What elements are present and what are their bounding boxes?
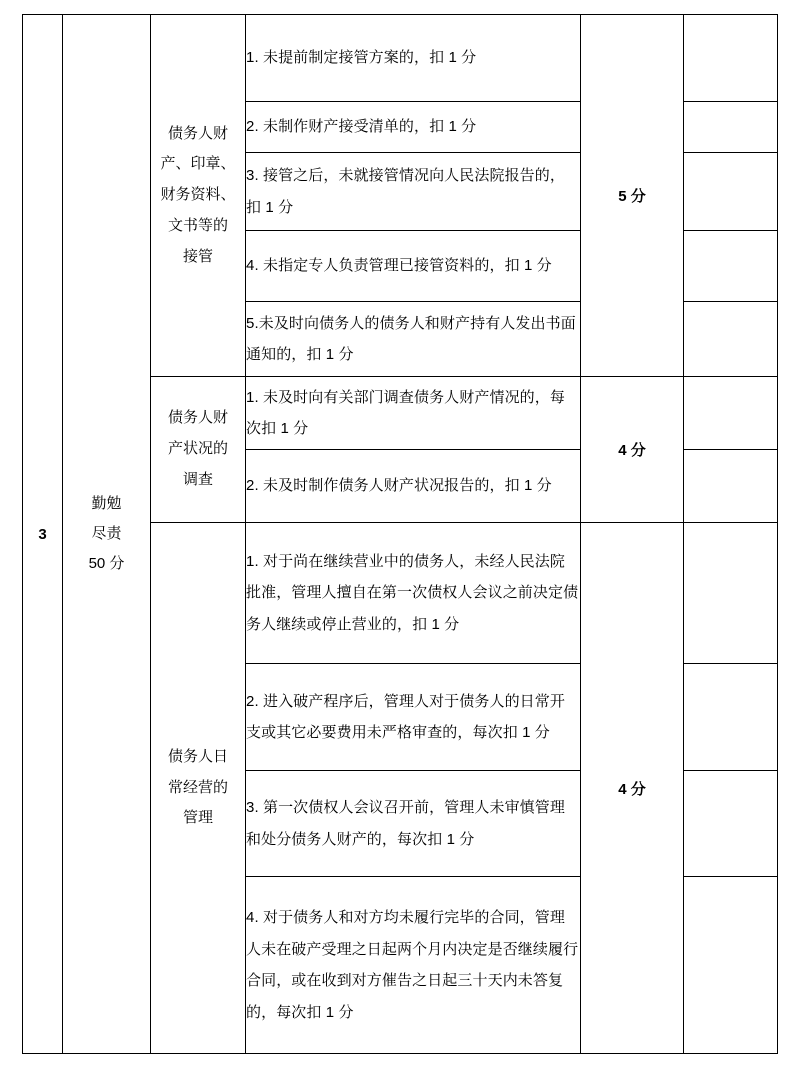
score-entry-cell[interactable]	[684, 664, 778, 771]
score-entry-cell[interactable]	[684, 15, 778, 102]
category-line-3: 50 分	[88, 555, 125, 572]
score-entry-cell[interactable]	[684, 877, 778, 1054]
score-entry-cell[interactable]	[684, 771, 778, 877]
category-line-1: 勤勉	[91, 495, 122, 512]
deduction-item-cell: 1. 对于尚在继续营业中的债务人，未经人民法院批准，管理人擅自在第一次债权人会议之前决定债务人继续或停止营业的，扣 1 分	[246, 523, 581, 664]
subcategory-line: 产、印章、	[160, 155, 236, 173]
score-entry-cell[interactable]	[684, 231, 778, 302]
score-entry-cell[interactable]	[684, 302, 778, 377]
deduction-item-cell: 3. 接管之后，未就接管情况向人民法院报告的，扣 1 分	[246, 153, 581, 231]
subcategory-line: 文书等的	[167, 216, 228, 234]
category-line-2: 尽责	[91, 525, 122, 542]
subcategory-line: 调查	[182, 470, 213, 488]
deduction-item-cell: 3. 第一次债权人会议召开前，管理人未审慎管理和处分债务人财产的，每次扣 1 分	[246, 771, 581, 877]
subcategory-line: 管理	[182, 809, 213, 827]
deduction-item-cell: 1. 未及时向有关部门调查债务人财产情况的，每次扣 1 分	[246, 377, 581, 450]
subcategory-line: 产状况的	[167, 440, 228, 458]
score-entry-cell[interactable]	[684, 153, 778, 231]
subcategory-line: 常经营的	[167, 778, 228, 796]
deduction-item-cell: 1. 未提前制定接管方案的，扣 1 分	[246, 15, 581, 102]
score-cell-2: 4 分	[581, 377, 684, 523]
deduction-item-cell: 2. 未及时制作债务人财产状况报告的，扣 1 分	[246, 450, 581, 523]
subcategory-line: 接管	[182, 247, 213, 265]
subcategory-line: 债务人日	[167, 747, 228, 765]
scoring-criteria-table	[22, 14, 778, 1054]
score-entry-cell[interactable]	[684, 450, 778, 523]
table-row	[23, 15, 778, 102]
row-number: 3	[38, 525, 47, 543]
score-entry-cell[interactable]	[684, 377, 778, 450]
deduction-item-cell: 2. 未制作财产接受清单的，扣 1 分	[246, 102, 581, 153]
subcategory-cell-1	[151, 15, 246, 377]
subcategory-cell-3	[151, 523, 246, 1054]
score-entry-cell[interactable]	[684, 102, 778, 153]
subcategory-line: 债务人财	[167, 409, 228, 427]
deduction-item-cell: 4. 对于债务人和对方均未履行完毕的合同，管理人未在破产受理之日起两个月内决定是否继续履行合同，或在收到对方催告之日起三十天内未答复的，每次扣 1 分	[246, 877, 581, 1054]
score-cell-1: 5 分	[581, 15, 684, 377]
subcategory-line: 债务人财	[167, 124, 228, 142]
score-cell-3: 4 分	[581, 523, 684, 1054]
subcategory-line: 财务资料、	[160, 186, 236, 204]
category-cell	[63, 15, 151, 1054]
deduction-item-cell: 5.未及时向债务人的债务人和财产持有人发出书面通知的，扣 1 分	[246, 302, 581, 377]
deduction-item-cell: 2. 进入破产程序后，管理人对于债务人的日常开支或其它必要费用未严格审查的，每次扣 1 分	[246, 664, 581, 771]
subcategory-cell-2	[151, 377, 246, 523]
table-body	[23, 15, 778, 1054]
score-entry-cell[interactable]	[684, 523, 778, 664]
deduction-item-cell: 4. 未指定专人负责管理已接管资料的，扣 1 分	[246, 231, 581, 302]
row-number-cell	[23, 15, 63, 1054]
